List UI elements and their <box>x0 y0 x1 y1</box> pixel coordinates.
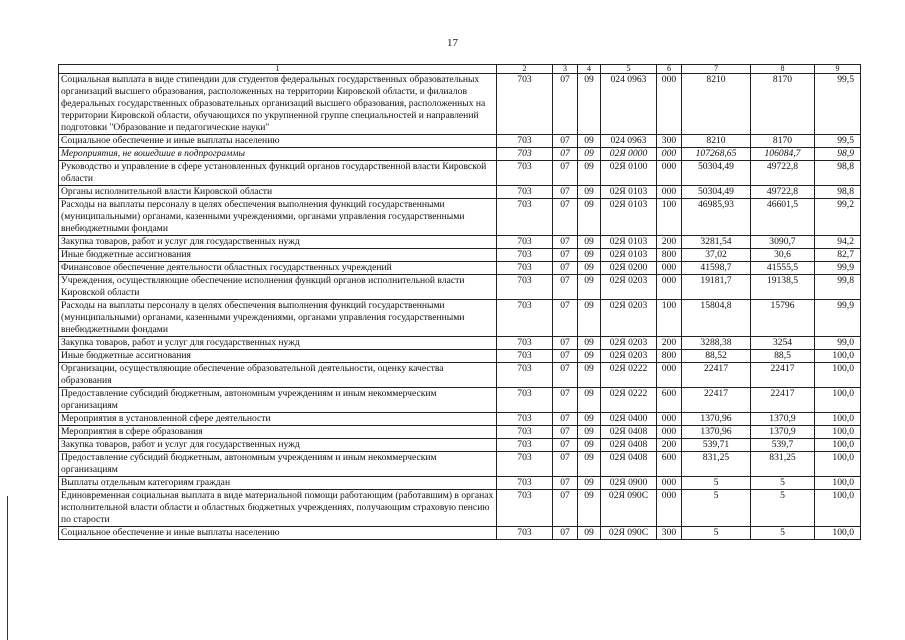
row-name-cell: Мероприятия в сфере образования <box>59 426 497 439</box>
subsection-code-cell: 09 <box>578 262 601 275</box>
table-row <box>59 74 861 135</box>
section-code-cell: 07 <box>553 262 578 275</box>
ministry-code-cell: 703 <box>497 275 553 300</box>
row-name-cell: Закупка товаров, работ и услуг для государственных нужд <box>59 337 497 350</box>
ministry-code-cell: 703 <box>497 452 553 477</box>
header-cell: 7 <box>682 65 751 74</box>
expense-type-cell: 000 <box>657 426 682 439</box>
ministry-code-cell: 703 <box>497 350 553 363</box>
header-cell: 8 <box>751 65 815 74</box>
table-row <box>59 477 861 490</box>
section-code-cell: 07 <box>553 439 578 452</box>
expense-type-cell: 200 <box>657 236 682 249</box>
ministry-code-cell: 703 <box>497 148 553 161</box>
table-row <box>59 388 861 413</box>
ministry-code-cell: 703 <box>497 439 553 452</box>
row-name-cell: Учреждения, осуществляющие обеспечение исполнения функций органов исполнительной власти Кировской области <box>59 275 497 300</box>
planned-amount-cell: 5 <box>682 490 751 527</box>
table-row <box>59 527 861 540</box>
header-cell: 3 <box>553 65 578 74</box>
row-name-cell: Единовременная социальная выплата в виде материальной помощи работающим (работавшим) в органах исполнительной власти области и областных бюджетных учреждениях, получающим страховую пенсию по старости <box>59 490 497 527</box>
table-row <box>59 148 861 161</box>
table-row <box>59 439 861 452</box>
table-row <box>59 135 861 148</box>
section-code-cell: 07 <box>553 199 578 236</box>
section-code-cell: 07 <box>553 337 578 350</box>
row-name-cell: Расходы на выплаты персоналу в целях обеспечения выполнения функций государственными (муниципальными) органами, казенными учреждениями, органами управления государственными внебюджетными фондами <box>59 300 497 337</box>
planned-amount-cell: 50304,49 <box>682 186 751 199</box>
row-name-cell: Социальное обеспечение и иные выплаты населению <box>59 135 497 148</box>
executed-amount-cell: 5 <box>751 490 815 527</box>
section-code-cell: 07 <box>553 135 578 148</box>
expense-type-cell: 000 <box>657 148 682 161</box>
header-cell: 6 <box>657 65 682 74</box>
execution-percent-cell: 100,0 <box>815 527 861 540</box>
header-cell: 9 <box>815 65 861 74</box>
subsection-code-cell: 09 <box>578 527 601 540</box>
row-name-cell: Предоставление субсидий бюджетным, автономным учреждениям и иным некоммерческим организациям <box>59 452 497 477</box>
table-row <box>59 262 861 275</box>
table-row <box>59 161 861 186</box>
target-article-cell: 02Я 0203 <box>601 337 657 350</box>
ministry-code-cell: 703 <box>497 490 553 527</box>
row-name-cell: Руководство и управление в сфере установленных функций органов государственной власти Кировской области <box>59 161 497 186</box>
section-code-cell: 07 <box>553 527 578 540</box>
execution-percent-cell: 99,9 <box>815 300 861 337</box>
table-header-row <box>59 65 861 74</box>
executed-amount-cell: 831,25 <box>751 452 815 477</box>
executed-amount-cell: 19138,5 <box>751 275 815 300</box>
executed-amount-cell: 8170 <box>751 74 815 135</box>
table-row <box>59 426 861 439</box>
execution-percent-cell: 98,8 <box>815 186 861 199</box>
section-code-cell: 07 <box>553 413 578 426</box>
budget-table <box>58 64 861 540</box>
ministry-code-cell: 703 <box>497 186 553 199</box>
planned-amount-cell: 88,52 <box>682 350 751 363</box>
execution-percent-cell: 98,8 <box>815 161 861 186</box>
expense-type-cell: 000 <box>657 490 682 527</box>
expense-type-cell: 200 <box>657 439 682 452</box>
executed-amount-cell: 8170 <box>751 135 815 148</box>
planned-amount-cell: 1370,96 <box>682 413 751 426</box>
expense-type-cell: 800 <box>657 350 682 363</box>
execution-percent-cell: 100,0 <box>815 452 861 477</box>
target-article-cell: 02Я 0200 <box>601 262 657 275</box>
table-row <box>59 337 861 350</box>
target-article-cell: 02Я 0900 <box>601 477 657 490</box>
execution-percent-cell: 99,8 <box>815 275 861 300</box>
expense-type-cell: 300 <box>657 527 682 540</box>
expense-type-cell: 000 <box>657 275 682 300</box>
table-row <box>59 452 861 477</box>
subsection-code-cell: 09 <box>578 249 601 262</box>
planned-amount-cell: 46985,93 <box>682 199 751 236</box>
execution-percent-cell: 100,0 <box>815 490 861 527</box>
ministry-code-cell: 703 <box>497 388 553 413</box>
table-row <box>59 199 861 236</box>
ministry-code-cell: 703 <box>497 300 553 337</box>
expense-type-cell: 000 <box>657 262 682 275</box>
target-article-cell: 02Я 090С <box>601 490 657 527</box>
section-code-cell: 07 <box>553 452 578 477</box>
expense-type-cell: 000 <box>657 363 682 388</box>
execution-percent-cell: 99,2 <box>815 199 861 236</box>
planned-amount-cell: 15804,8 <box>682 300 751 337</box>
ministry-code-cell: 703 <box>497 262 553 275</box>
subsection-code-cell: 09 <box>578 236 601 249</box>
target-article-cell: 02Я 090С <box>601 527 657 540</box>
execution-percent-cell: 99,5 <box>815 74 861 135</box>
ministry-code-cell: 703 <box>497 413 553 426</box>
target-article-cell: 02Я 0408 <box>601 452 657 477</box>
planned-amount-cell: 831,25 <box>682 452 751 477</box>
ministry-code-cell: 703 <box>497 527 553 540</box>
execution-percent-cell: 100,0 <box>815 413 861 426</box>
executed-amount-cell: 46601,5 <box>751 199 815 236</box>
section-code-cell: 07 <box>553 477 578 490</box>
executed-amount-cell: 5 <box>751 527 815 540</box>
planned-amount-cell: 22417 <box>682 388 751 413</box>
row-name-cell: Финансовое обеспечение деятельности областных государственных учреждений <box>59 262 497 275</box>
expense-type-cell: 800 <box>657 249 682 262</box>
executed-amount-cell: 3090,7 <box>751 236 815 249</box>
row-name-cell: Выплаты отдельным категориям граждан <box>59 477 497 490</box>
section-code-cell: 07 <box>553 388 578 413</box>
expense-type-cell: 000 <box>657 161 682 186</box>
section-code-cell: 07 <box>553 236 578 249</box>
subsection-code-cell: 09 <box>578 135 601 148</box>
target-article-cell: 02Я 0408 <box>601 439 657 452</box>
subsection-code-cell: 09 <box>578 426 601 439</box>
target-article-cell: 02Я 0400 <box>601 413 657 426</box>
header-cell: 1 <box>59 65 497 74</box>
row-name-cell: Организации, осуществляющие обеспечение образовательной деятельности, оценку качества образования <box>59 363 497 388</box>
execution-percent-cell: 98,9 <box>815 148 861 161</box>
execution-percent-cell: 100,0 <box>815 439 861 452</box>
table-row <box>59 186 861 199</box>
section-code-cell: 07 <box>553 300 578 337</box>
row-name-cell: Закупка товаров, работ и услуг для государственных нужд <box>59 439 497 452</box>
subsection-code-cell: 09 <box>578 148 601 161</box>
subsection-code-cell: 09 <box>578 161 601 186</box>
target-article-cell: 024 0963 <box>601 74 657 135</box>
target-article-cell: 02Я 0103 <box>601 186 657 199</box>
target-article-cell: 02Я 0222 <box>601 388 657 413</box>
table-row <box>59 275 861 300</box>
executed-amount-cell: 22417 <box>751 363 815 388</box>
header-cell: 4 <box>578 65 601 74</box>
row-name-cell: Иные бюджетные ассигнования <box>59 249 497 262</box>
executed-amount-cell: 1370,9 <box>751 426 815 439</box>
subsection-code-cell: 09 <box>578 490 601 527</box>
expense-type-cell: 200 <box>657 337 682 350</box>
planned-amount-cell: 22417 <box>682 363 751 388</box>
planned-amount-cell: 5 <box>682 477 751 490</box>
executed-amount-cell: 1370,9 <box>751 413 815 426</box>
subsection-code-cell: 09 <box>578 74 601 135</box>
execution-percent-cell: 82,7 <box>815 249 861 262</box>
ministry-code-cell: 703 <box>497 477 553 490</box>
section-code-cell: 07 <box>553 148 578 161</box>
row-name-cell: Органы исполнительной власти Кировской области <box>59 186 497 199</box>
executed-amount-cell: 539,7 <box>751 439 815 452</box>
target-article-cell: 02Я 0203 <box>601 350 657 363</box>
ministry-code-cell: 703 <box>497 199 553 236</box>
execution-percent-cell: 100,0 <box>815 426 861 439</box>
expense-type-cell: 600 <box>657 388 682 413</box>
row-name-cell: Предоставление субсидий бюджетным, автономным учреждениям и иным некоммерческим организациям <box>59 388 497 413</box>
planned-amount-cell: 3288,38 <box>682 337 751 350</box>
target-article-cell: 02Я 0222 <box>601 363 657 388</box>
target-article-cell: 02Я 0100 <box>601 161 657 186</box>
ministry-code-cell: 703 <box>497 161 553 186</box>
table-row <box>59 363 861 388</box>
row-name-cell: Социальное обеспечение и иные выплаты населению <box>59 527 497 540</box>
execution-percent-cell: 99,5 <box>815 135 861 148</box>
subsection-code-cell: 09 <box>578 388 601 413</box>
executed-amount-cell: 106084,7 <box>751 148 815 161</box>
header-cell: 2 <box>497 65 553 74</box>
subsection-code-cell: 09 <box>578 337 601 350</box>
executed-amount-cell: 15796 <box>751 300 815 337</box>
table-row <box>59 490 861 527</box>
planned-amount-cell: 8210 <box>682 74 751 135</box>
table-row <box>59 300 861 337</box>
target-article-cell: 02Я 0103 <box>601 236 657 249</box>
expense-type-cell: 000 <box>657 186 682 199</box>
ministry-code-cell: 703 <box>497 236 553 249</box>
target-article-cell: 02Я 0103 <box>601 249 657 262</box>
planned-amount-cell: 107268,65 <box>682 148 751 161</box>
planned-amount-cell: 5 <box>682 527 751 540</box>
subsection-code-cell: 09 <box>578 350 601 363</box>
table-row <box>59 350 861 363</box>
executed-amount-cell: 5 <box>751 477 815 490</box>
execution-percent-cell: 100,0 <box>815 477 861 490</box>
expense-type-cell: 000 <box>657 477 682 490</box>
execution-percent-cell: 100,0 <box>815 350 861 363</box>
subsection-code-cell: 09 <box>578 363 601 388</box>
target-article-cell: 02Я 0103 <box>601 199 657 236</box>
ministry-code-cell: 703 <box>497 249 553 262</box>
executed-amount-cell: 30,6 <box>751 249 815 262</box>
subsection-code-cell: 09 <box>578 300 601 337</box>
planned-amount-cell: 3281,54 <box>682 236 751 249</box>
subsection-code-cell: 09 <box>578 275 601 300</box>
execution-percent-cell: 99,9 <box>815 262 861 275</box>
execution-percent-cell: 100,0 <box>815 363 861 388</box>
target-article-cell: 02Я 0203 <box>601 275 657 300</box>
target-article-cell: 02Я 0408 <box>601 426 657 439</box>
target-article-cell: 02Я 0203 <box>601 300 657 337</box>
subsection-code-cell: 09 <box>578 452 601 477</box>
expense-type-cell: 000 <box>657 413 682 426</box>
section-code-cell: 07 <box>553 490 578 527</box>
expense-type-cell: 100 <box>657 300 682 337</box>
binding-margin-line <box>7 496 8 640</box>
subsection-code-cell: 09 <box>578 413 601 426</box>
execution-percent-cell: 99,0 <box>815 337 861 350</box>
row-name-cell: Мероприятия в установленной сфере деятельности <box>59 413 497 426</box>
table-row <box>59 413 861 426</box>
row-name-cell: Мероприятия, не вошедшие в подпрограммы <box>59 148 497 161</box>
ministry-code-cell: 703 <box>497 135 553 148</box>
table-row <box>59 236 861 249</box>
executed-amount-cell: 3254 <box>751 337 815 350</box>
subsection-code-cell: 09 <box>578 477 601 490</box>
expense-type-cell: 100 <box>657 199 682 236</box>
expense-type-cell: 000 <box>657 74 682 135</box>
row-name-cell: Закупка товаров, работ и услуг для государственных нужд <box>59 236 497 249</box>
expense-type-cell: 300 <box>657 135 682 148</box>
target-article-cell: 024 0963 <box>601 135 657 148</box>
row-name-cell: Иные бюджетные ассигнования <box>59 350 497 363</box>
section-code-cell: 07 <box>553 161 578 186</box>
executed-amount-cell: 49722,8 <box>751 186 815 199</box>
ministry-code-cell: 703 <box>497 337 553 350</box>
target-article-cell: 02Я 0000 <box>601 148 657 161</box>
row-name-cell: Социальная выплата в виде стипендии для студентов федеральных государственных образовательных организаций высшего образования, расположенных на территории Кировской области, и филиалов федеральных государственных образовательных организаций высшего образования, расположенных на территории Кировской области, обучающихся по укрупненной группе специальностей и направлений подготовки "Образование и педагогические науки" <box>59 74 497 135</box>
row-name-cell: Расходы на выплаты персоналу в целях обеспечения выполнения функций государственными (муниципальными) органами, казенными учреждениями, органами управления государственными внебюджетными фондами <box>59 199 497 236</box>
section-code-cell: 07 <box>553 249 578 262</box>
header-cell: 5 <box>601 65 657 74</box>
planned-amount-cell: 8210 <box>682 135 751 148</box>
subsection-code-cell: 09 <box>578 186 601 199</box>
section-code-cell: 07 <box>553 350 578 363</box>
planned-amount-cell: 50304,49 <box>682 161 751 186</box>
subsection-code-cell: 09 <box>578 199 601 236</box>
planned-amount-cell: 37,02 <box>682 249 751 262</box>
executed-amount-cell: 41555,5 <box>751 262 815 275</box>
section-code-cell: 07 <box>553 426 578 439</box>
executed-amount-cell: 88,5 <box>751 350 815 363</box>
subsection-code-cell: 09 <box>578 439 601 452</box>
ministry-code-cell: 703 <box>497 426 553 439</box>
planned-amount-cell: 41598,7 <box>682 262 751 275</box>
ministry-code-cell: 703 <box>497 363 553 388</box>
expense-type-cell: 600 <box>657 452 682 477</box>
section-code-cell: 07 <box>553 363 578 388</box>
execution-percent-cell: 94,2 <box>815 236 861 249</box>
execution-percent-cell: 100,0 <box>815 388 861 413</box>
section-code-cell: 07 <box>553 275 578 300</box>
table-row <box>59 249 861 262</box>
section-code-cell: 07 <box>553 186 578 199</box>
executed-amount-cell: 22417 <box>751 388 815 413</box>
executed-amount-cell: 49722,8 <box>751 161 815 186</box>
planned-amount-cell: 1370,96 <box>682 426 751 439</box>
section-code-cell: 07 <box>553 74 578 135</box>
ministry-code-cell: 703 <box>497 74 553 135</box>
planned-amount-cell: 539,71 <box>682 439 751 452</box>
page-number: 17 <box>447 37 458 49</box>
planned-amount-cell: 19181,7 <box>682 275 751 300</box>
